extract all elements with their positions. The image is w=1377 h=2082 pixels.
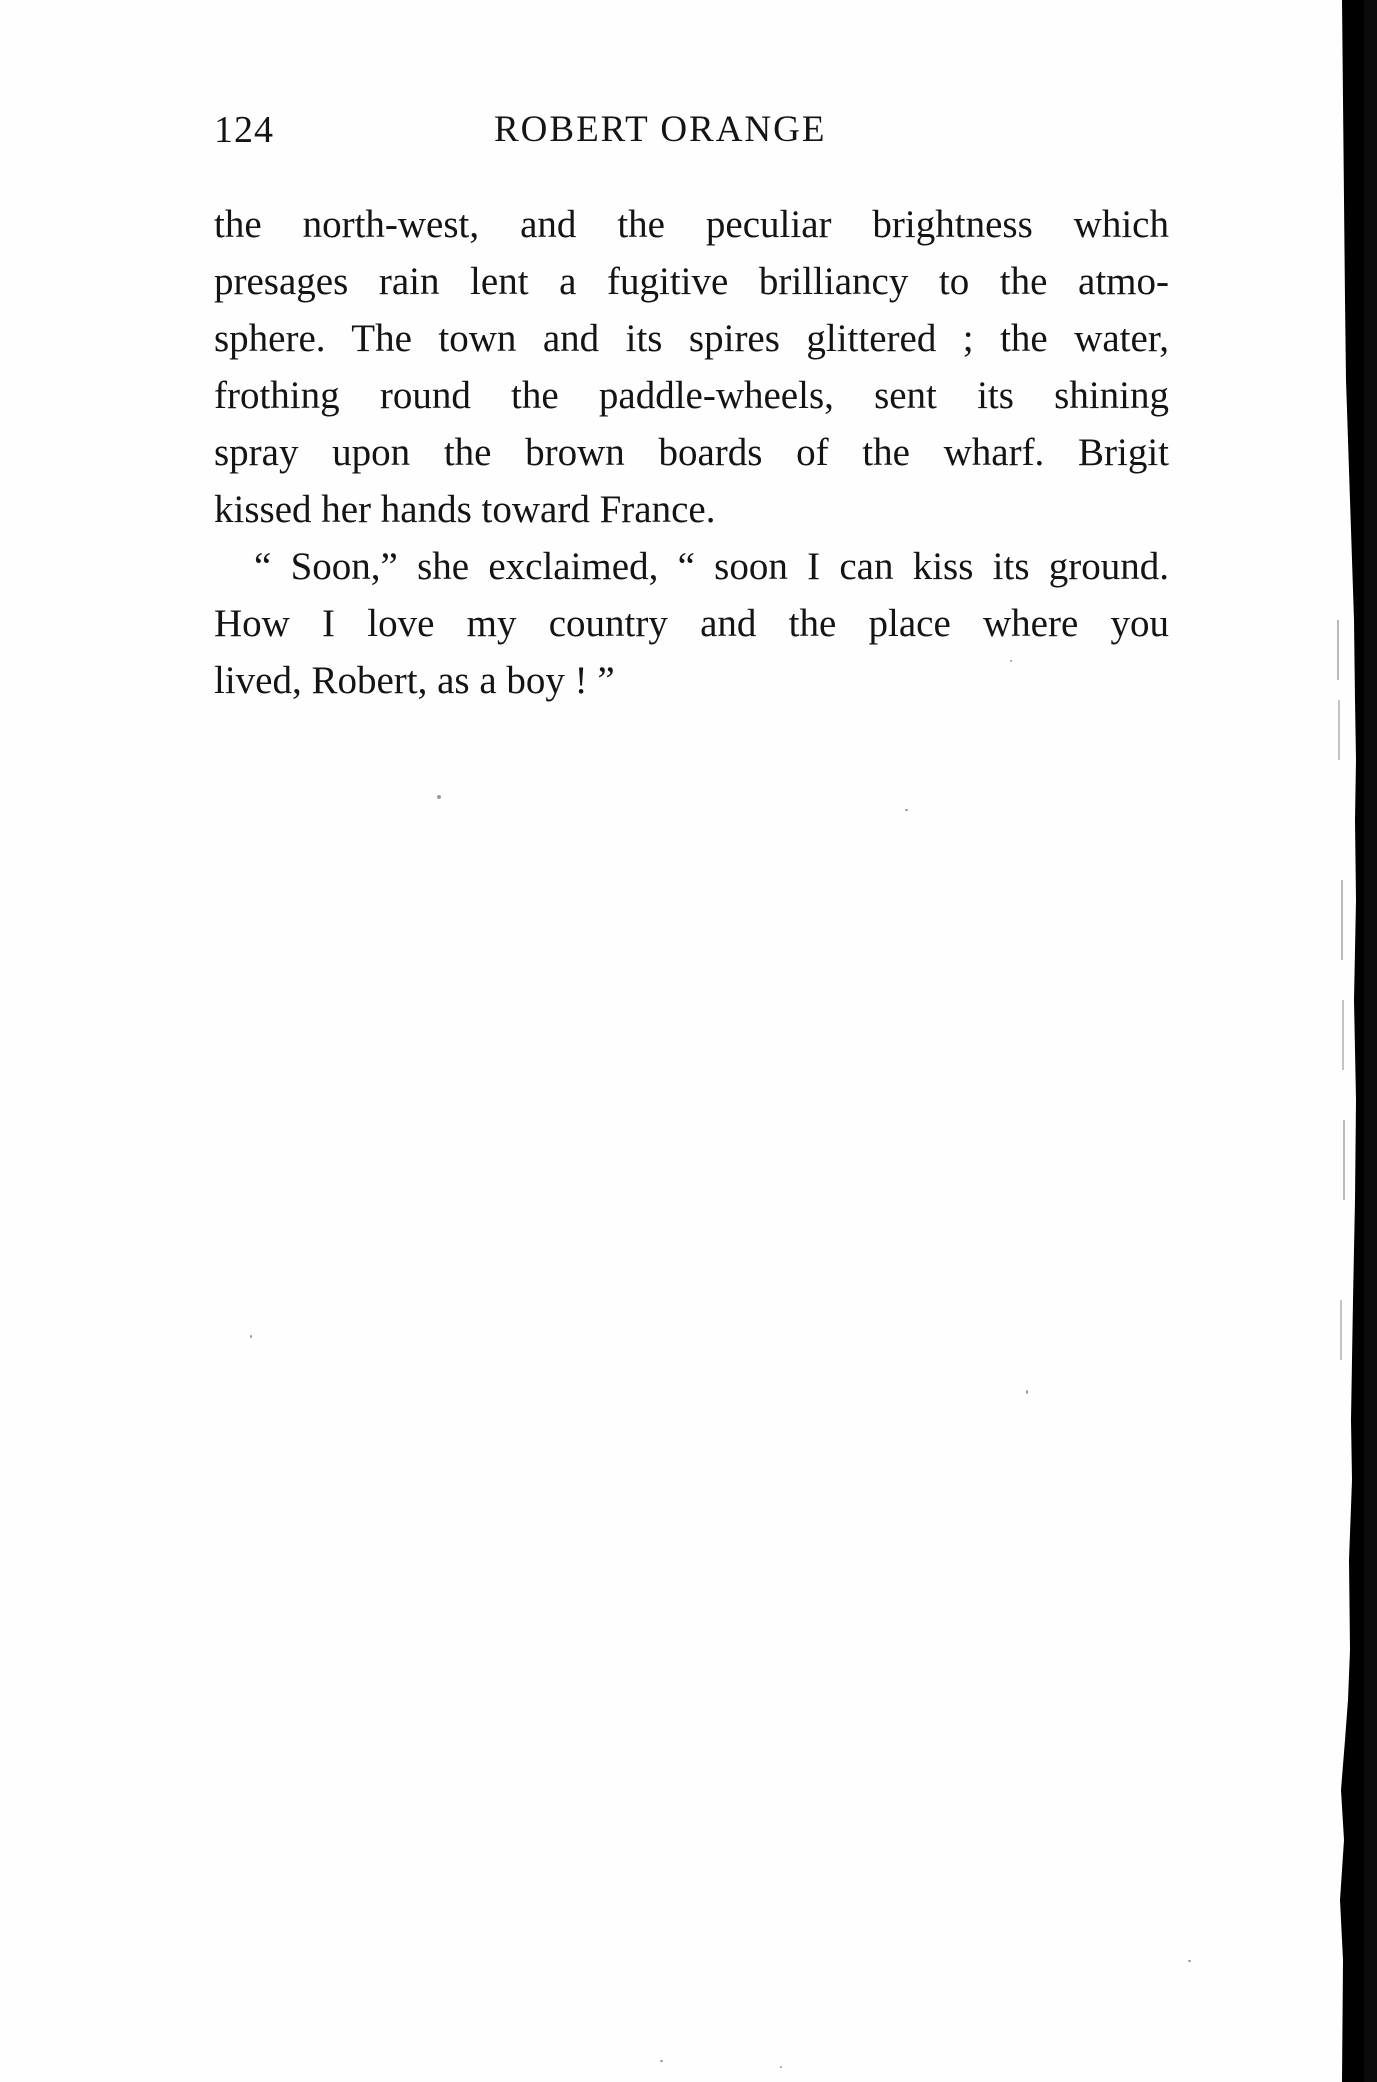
paper-speck [780,2066,782,2068]
text-line: How I love my country and the place where you [214,602,1169,645]
paper-speck [660,2060,663,2062]
spine-shadow [1322,0,1377,2082]
body-text [214,196,1169,709]
paper-speck [1026,1390,1028,1394]
page-number: 124 [214,109,274,151]
text-line: sphere. The town and its spires glittered ; the water, [214,317,1169,360]
text-line: presages rain lent a fugitive brilliancy to the atmo- [214,260,1169,303]
text-line: spray upon the brown boards of the wharf. Brigit [214,431,1169,474]
text-line: frothing round the paddle-wheels, sent its shining [214,374,1169,417]
text-line: lived, Robert, as a boy ! ” [214,659,615,702]
paper-speck [437,795,441,799]
paper-speck [1010,660,1012,662]
page-header [214,108,1169,168]
paper-speck [1188,1960,1191,1962]
running-title: ROBERT ORANGE [494,109,827,150]
text-line: the north-west, and the peculiar brightness which [214,203,1169,246]
paper-speck [905,809,908,811]
text-line: “ Soon,” she exclaimed, “ soon I can kiss its ground. [254,545,1169,588]
text-line: kissed her hands toward France. [214,488,716,531]
paper-speck [250,1335,252,1338]
